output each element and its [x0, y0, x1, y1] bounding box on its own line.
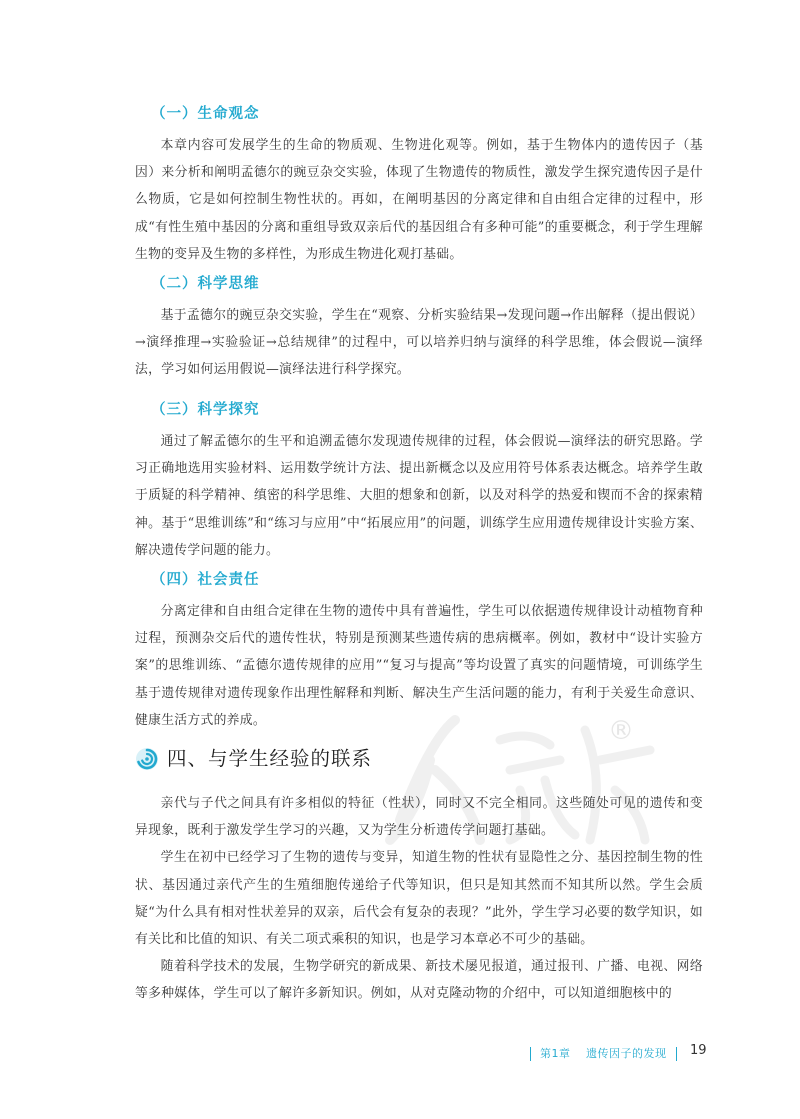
section-paragraph: 基于孟德尔的豌豆杂交实验，学生在“观察、分析实验结果→发现问题→作出解释（提出假说）→演绎推理→实验验证→总结规律”的过程中，可以培养归纳与演绎的科学思维，体会假说—演绎法，学习如何运用假说—演绎法进行科学探究。: [135, 308, 703, 378]
section-scientific-inquiry: [135, 400, 703, 564]
section-scientific-thinking: [135, 274, 703, 384]
chapter-title: 四、与学生经验的联系: [167, 747, 373, 770]
page-footer: [530, 1044, 730, 1064]
section-paragraph: 亲代与子代之间具有许多相似的特征（性状），同时又不完全相同。这些随处可见的遗传和变异现象，既利于激发学生学习的兴趣，又为学生分析遗传学问题打基础。: [135, 796, 703, 839]
footer-chapter-label: 第1章: [540, 1047, 571, 1060]
footer-chapter-title: 遗传因子的发现: [586, 1047, 667, 1060]
section-social-responsibility: [135, 570, 703, 734]
section-heading: （四）社会责任: [151, 572, 260, 588]
section-life-concept: [135, 104, 703, 268]
swirl-icon: [135, 747, 159, 771]
section-paragraph: 本章内容可发展学生的生命的物质观、生物进化观等。例如，基于生物体内的遗传因子（基因）来分析和阐明孟德尔的豌豆杂交实验，体现了生物遗传的物质性，激发学生探究遗传因子是什么物质，它是如何控制生物性状的。再如，在阐明基因的分离定律和自由组合定律的过程中，形成“有性生殖中基因的分离和重组导致双亲后代的基因组合有多种可能”的重要概念，利于学生理解生物的变异及生物的多样性，为形成生物进化观打基础。: [135, 138, 703, 262]
section-paragraph: 学生在初中已经学习了生物的遗传与变异，知道生物的性状有显隐性之分、基因控制生物的性状、基因通过亲代产生的生殖细胞传递给子代等知识，但只是知其然而不知其所以然。学生会质疑“为什么具有相对性状差异的双亲，后代会有复杂的表现？”此外，学生学习必要的数学知识，如有关比和比值的知识、有关二项式乘积的知识，也是学习本章必不可少的基础。: [135, 850, 703, 948]
section-heading: （二）科学思维: [151, 276, 260, 292]
footer-divider: [676, 1047, 677, 1061]
chapter-heading: [135, 745, 703, 775]
section-paragraph: 通过了解孟德尔的生平和追溯孟德尔发现遗传规律的过程，体会假说—演绎法的研究思路。学习正确地选用实验材料、运用数学统计方法、提出新概念以及应用符号体系表达概念。培养学生敢于质疑的科学精神、缜密的科学思维、大胆的想象和创新，以及对科学的热爱和锲而不舍的探索精神。基于“思维训练”和“练习与应用”中“拓展应用”的问题，训练学生应用遗传规律设计实验方案、解决遗传学问题的能力。: [135, 434, 703, 558]
section-heading: （三）科学探究: [151, 402, 260, 418]
section-heading: （一）生命观念: [151, 106, 260, 122]
registered-mark: ®: [608, 716, 634, 746]
section-student-experience: [135, 790, 703, 1008]
section-paragraph: 随着科学技术的发展，生物学研究的新成果、新技术屡见报道，通过报刊、广播、电视、网络等多种媒体，学生可以了解许多新知识。例如，从对克隆动物的介绍中，可以知道细胞核中的: [135, 959, 703, 1002]
section-paragraph: 分离定律和自由组合定律在生物的遗传中具有普遍性，学生可以依据遗传规律设计动植物育种过程，预测杂交后代的遗传性状，特别是预测某些遗传病的患病概率。例如，教材中“设计实验方案”的思维训练、“孟德尔遗传规律的应用”“复习与提高”等均设置了真实的问题情境，可训练学生基于遗传规律对遗传现象作出理性解释和判断、解决生产生活问题的能力，有利于关爱生命意识、健康生活方式的养成。: [135, 604, 703, 728]
page-number: 19: [690, 1043, 707, 1058]
footer-divider: [530, 1047, 531, 1061]
